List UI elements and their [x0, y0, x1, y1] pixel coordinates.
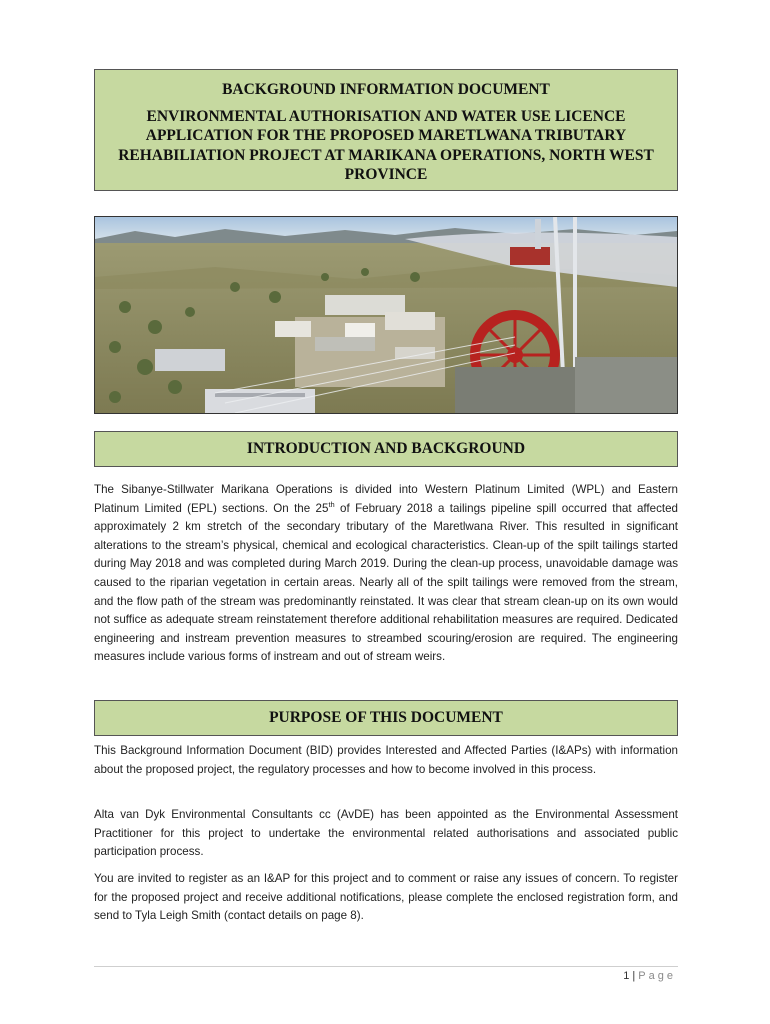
purpose-heading: PURPOSE OF THIS DOCUMENT	[94, 700, 678, 736]
introduction-text-end: of February 2018 a tailings pipeline spill occurred that affected approximately 2 km stretch of the secondary tributary of the Maretlwana River. This resulted in significant alterations to the stream’s physical, chemical and ecological characteristics. Clean-up of the spilt tailings started during May 2018 and was completed during March 2019. During the clean-up process, unavoidable damage was caused to the riparian vegetation in certain areas. Nearly all of the spilt tailings were removed from the stream, and the flow path of the stream was predominantly reinstated. It was clear that stream clean-up on its own would not suffice as adequate stream reinstatement therefore additional rehabilitation measures are required. Dedicated engineering and instream prevention measures to streambed scouring/erosion are required. The engineering measures include various forms of instream and out of stream weirs.	[94, 501, 678, 664]
purpose-paragraph-1: This Background Information Document (BID) provides Interested and Affected Parties (I&APs) with information about the proposed project, the regulatory processes and how to become involved in this process.	[94, 744, 678, 776]
page-number: 1	[623, 970, 630, 982]
footer-divider	[94, 966, 678, 967]
project-title: ENVIRONMENTAL AUTHORISATION AND WATER USE LICENCE APPLICATION FOR THE PROPOSED MARETLWANA TRIBUTARY REHABILIATION PROJECT AT MARIKANA OPERATIONS, NORTH WEST PROVINCE	[118, 107, 654, 183]
purpose-paragraph-2: Alta van Dyk Environmental Consultants cc (AvDE) has been appointed as the Environmental Assessment Practitioner for this project to undertake the environmental related authorisations and associated public participation process.	[94, 808, 678, 859]
page-label: Page	[638, 970, 676, 982]
mine-site-photo	[94, 216, 678, 414]
introduction-paragraph	[94, 481, 678, 667]
footer-separator: |	[632, 970, 636, 982]
introduction-heading: INTRODUCTION AND BACKGROUND	[94, 431, 678, 467]
ordinal-suffix: th	[328, 499, 335, 509]
document-title-box	[94, 69, 678, 191]
introduction-text-start: The Sibanye-Stillwater Marikana Operations is divided into Western Platinum Limited (WPL) and Eastern Platinum Limited (EPL) sections. On the 25	[94, 483, 678, 515]
purpose-paragraph-3: You are invited to register as an I&AP for this project and to comment or raise any issues of concern. To register for the proposed project and receive additional notifications, please complete the enclosed registration form, and send to Tyla Leigh Smith (contact details on page 8).	[94, 872, 678, 923]
page-footer	[623, 967, 676, 985]
document-type-title: BACKGROUND INFORMATION DOCUMENT	[222, 81, 550, 98]
